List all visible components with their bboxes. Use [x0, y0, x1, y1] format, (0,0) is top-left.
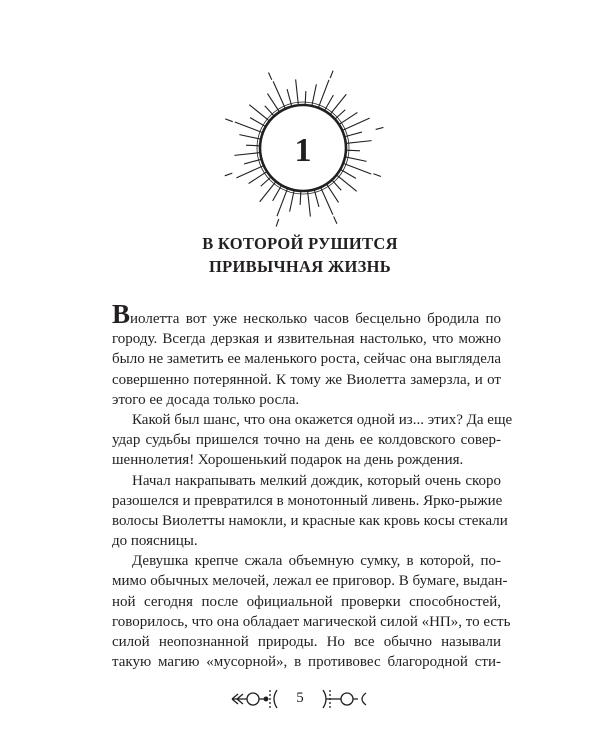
text-line: мимо обычных мелочей, лежал ее приговор. В бумаге, выдан- [112, 573, 508, 590]
text-line: этого ее досада только росла. [112, 391, 300, 408]
text-line [112, 299, 501, 329]
text-line: волосы Виолетты намокли, и красные как кровь косы стекали [112, 512, 508, 529]
text-line: Начал накрапывать мелкий дождик, который очень скоро [132, 472, 501, 489]
chapter-number: 1 [294, 132, 312, 169]
text-line: удар судьбы пришелся точно на день ее колдовского совер- [112, 432, 501, 449]
text-line: ной сегодня после официальной проверки способностей, [112, 593, 501, 610]
chapter-title-line-1: В КОТОРОЙ РУШИТСЯ [202, 234, 398, 253]
text-line: до поясницы. [112, 533, 198, 550]
text-line: говорилось, что она обладает магической силой «НП», то есть [112, 613, 511, 630]
drop-cap: В [112, 299, 131, 329]
text-line: разошелся и превратился в монотонный ливень. Ярко-рыжие [112, 492, 503, 509]
text-line: такую магию «мусорной», в противовес благородной сти- [112, 654, 501, 671]
right-rune-ornament-icon [323, 690, 366, 708]
text-line: Девушка крепче сжала объемную сумку, в которой, по- [132, 553, 501, 570]
chapter-title-line-2: ПРИВЫЧНАЯ ЖИЗНЬ [209, 257, 391, 276]
text-line: шеннолетия! Хорошенький подарок на день рождения. [112, 452, 464, 469]
text-line-content: иолетта вот уже несколько часов бесцельно бродила по [130, 311, 501, 327]
page-number: 5 [296, 690, 304, 706]
text-line: совершенно потерянной. К тому же Виолетта замерзла, и от [112, 371, 501, 388]
text-line: силой неопознанной природы. Но все обычно называли [112, 634, 501, 650]
text-line: городу. Всегда дерзкая и язвительная настолько, что можно [112, 331, 501, 348]
text-line: было не заметить ее маленького роста, сейчас она выглядела [112, 351, 502, 368]
left-rune-ornament-icon [232, 690, 277, 708]
chapter-body-text [112, 299, 513, 672]
text-line: Какой был шанс, что она окажется одной из... этих? Да еще [132, 411, 513, 428]
